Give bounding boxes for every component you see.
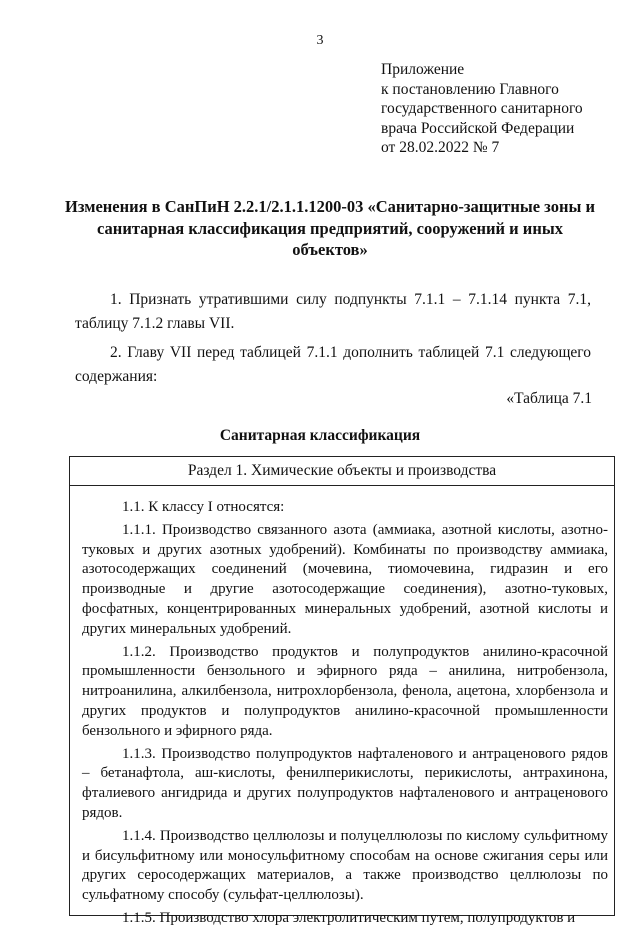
document-title: Изменения в СанПиН 2.2.1/2.1.1.1200-03 «Санитарно-защитные зоны и санитарная классификация предприятий, сооружений и иных объектов»: [64, 197, 595, 259]
table-item-1-1-5: 1.1.5. Производство хлора электролитическим путем, полупродуктов и: [122, 909, 576, 926]
table-item-1-1-3: 1.1.3. Производство полупродуктов нафталенового и антраценового рядов – бетанафтола, аш-кислоты, фенилперикислоты, перикислоты, антрахинона, фталиевого ангидрида и других полупродуктов нафталенового и антраценового рядов.: [82, 745, 608, 821]
table-header: Раздел 1. Химические объекты и производства: [70, 457, 614, 486]
section-heading: Санитарная классификация: [219, 427, 421, 444]
appendix-block: [381, 60, 583, 158]
table-item-1-1-2: 1.1.2. Производство продуктов и полупродуктов анилино-красочной промышленности бензольного и эфирного ряда – анилина, нитробензола, нитроанилина, алкилбензола, нитрохлорбензола, фенола, ацетона, хлорбензола и других продуктов и полупродуктов анилино-красочной промышленности бензольного и эфирного ряда.: [82, 643, 608, 739]
appendix-date-line: от 28.02.2022 № 7: [381, 139, 500, 156]
table-body: [70, 486, 614, 929]
table-item-1-1-4: 1.1.4. Производство целлюлозы и полуцеллюлозы по кислому сульфитному и бисульфитному или моносульфитному способам на основе сжигания серы или других серосодержащих материалов, а также производство целлюлозы по сульфатному способу (сульфат-целлюлозы).: [82, 827, 608, 904]
appendix-line: государственного санитарного: [381, 100, 583, 117]
paragraph-2: 2. Главу VII перед таблицей 7.1.1 дополнить таблицей 7.1 следующего содержания:: [75, 344, 591, 385]
table-caption: «Таблица 7.1: [506, 390, 592, 407]
classification-table: [69, 456, 615, 926]
appendix-line: к постановлению Главного: [381, 80, 559, 98]
class-heading: 1.1. К классу I относятся:: [122, 499, 285, 515]
page-number: 3: [316, 33, 324, 48]
paragraph-1: 1. Признать утратившими силу подпункты 7.1.1 – 7.1.14 пункта 7.1, таблицу 7.1.2 главы VII.: [75, 291, 591, 332]
table-item-1-1-1: 1.1.1. Производство связанного азота (аммиака, азотной кислоты, азотно-туковых и других азотных удобрений). Комбинаты по производству аммиака, азотосодержащих соединений (мочевина, тиомочевина, гидразин и его производные и другие азотосодержащие соединения), азотно-туковых, фосфатных, концентрированных минеральных удобрений, азотной кислоты и других минеральных удобрений.: [82, 521, 608, 637]
appendix-line: врача Российской Федерации: [381, 119, 575, 137]
appendix-line: Приложение: [381, 61, 465, 78]
